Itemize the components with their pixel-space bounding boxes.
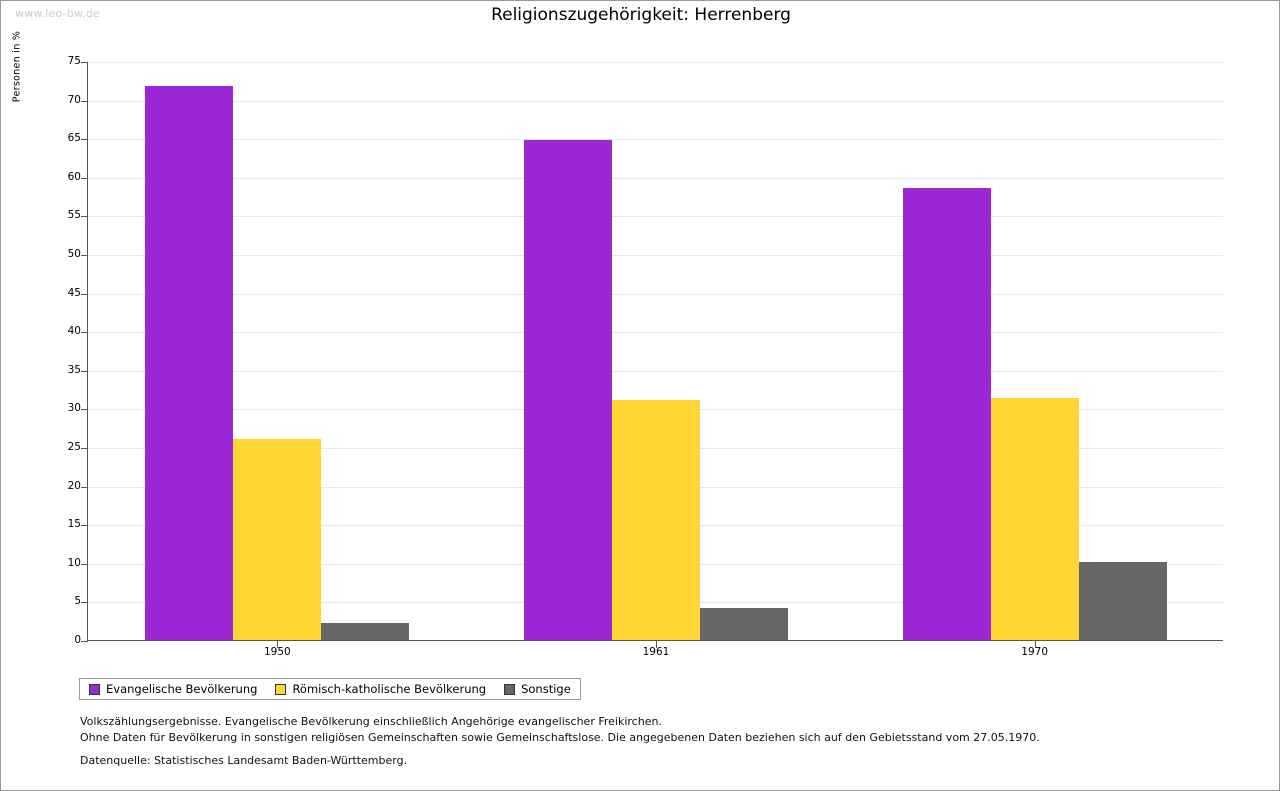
bar	[991, 398, 1079, 640]
legend-swatch	[504, 684, 515, 695]
y-tick-label: 20	[67, 479, 81, 492]
legend-entry	[504, 682, 571, 696]
y-tick-mark	[81, 62, 88, 63]
y-tick-mark	[81, 294, 88, 295]
legend-entry	[275, 682, 486, 696]
legend	[79, 678, 581, 700]
gridline	[88, 216, 1223, 217]
y-tick-mark	[81, 139, 88, 140]
bar	[524, 140, 612, 640]
footnote-line-1: Volkszählungsergebnisse. Evangelische Bevölkerung einschließlich Angehörige evangelischer Freikirchen.	[80, 715, 662, 728]
bar	[145, 86, 233, 640]
bar	[1079, 562, 1167, 640]
watermark: www.leo-bw.de	[15, 7, 101, 20]
gridline	[88, 371, 1223, 372]
bar	[233, 439, 321, 640]
bar	[612, 400, 700, 640]
y-tick-label: 25	[67, 441, 81, 453]
y-tick-mark	[81, 101, 88, 102]
y-tick-mark	[81, 602, 88, 603]
y-tick-label: 30	[67, 402, 81, 415]
y-tick-mark	[81, 641, 88, 642]
y-tick-label: 0	[74, 634, 81, 646]
gridline	[88, 294, 1223, 295]
bar	[700, 608, 788, 640]
legend-entry	[89, 682, 257, 696]
y-tick-mark	[81, 332, 88, 333]
y-tick-label: 35	[67, 363, 81, 376]
gridline	[88, 101, 1223, 102]
y-tick-label: 75	[67, 55, 81, 67]
legend-swatch	[275, 684, 286, 695]
y-axis-label: Personen in %	[11, 30, 23, 103]
data-source: Datenquelle: Statistisches Landesamt Baden-Württemberg.	[80, 754, 408, 767]
legend-swatch	[89, 684, 100, 695]
y-tick-mark	[81, 216, 88, 217]
bar	[903, 188, 991, 640]
y-tick-label: 60	[67, 170, 81, 183]
x-tick-label: 1970	[1021, 646, 1049, 658]
y-tick-mark	[81, 487, 88, 488]
y-tick-mark	[81, 525, 88, 526]
x-tick-label: 1961	[642, 646, 670, 658]
gridline	[88, 255, 1223, 256]
y-tick-label: 15	[67, 518, 81, 531]
y-tick-mark	[81, 371, 88, 372]
legend-label: Sonstige	[521, 682, 571, 696]
y-tick-label: 40	[67, 325, 81, 338]
bar	[321, 623, 409, 640]
gridline	[88, 178, 1223, 179]
page-title: Religionszugehörigkeit: Herrenberg	[491, 5, 791, 25]
plot-area	[67, 55, 1223, 658]
gridline	[88, 332, 1223, 333]
gridline	[88, 139, 1223, 140]
y-tick-mark	[81, 409, 88, 410]
y-tick-label: 65	[67, 132, 81, 145]
y-tick-mark	[81, 255, 88, 256]
y-tick-label: 10	[67, 556, 81, 569]
footnote-line-2: Ohne Daten für Bevölkerung in sonstigen religiösen Gemeinschaften sowie Gemeinschaftslose. Die angegebenen Daten beziehen sich auf den Gebietsstand vom 27.05.1970.	[80, 730, 1040, 744]
y-tick-mark	[81, 448, 88, 449]
y-tick-label: 5	[74, 595, 81, 608]
x-tick-label: 1950	[263, 646, 291, 658]
legend-label: Evangelische Bevölkerung	[106, 682, 258, 696]
gridline	[88, 62, 1223, 63]
y-tick-label: 45	[67, 286, 81, 299]
legend-label: Römisch-katholische Bevölkerung	[292, 682, 487, 696]
y-tick-label: 70	[67, 93, 81, 106]
y-tick-mark	[81, 564, 88, 565]
y-tick-label: 55	[67, 209, 81, 222]
y-tick-mark	[81, 178, 88, 179]
y-tick-label: 50	[67, 248, 81, 260]
footnotes	[80, 714, 1230, 745]
